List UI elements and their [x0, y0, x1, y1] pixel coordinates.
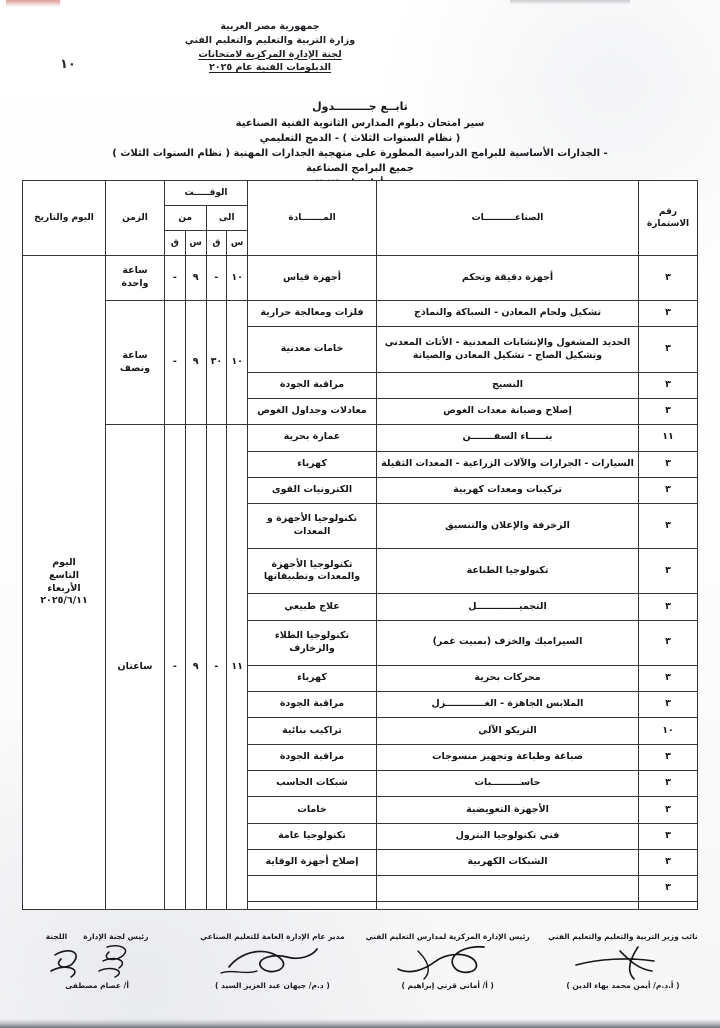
scan-artifact-grey [510, 0, 630, 5]
signature-name-committee-head: أ/ عصام مصطفى [65, 981, 129, 990]
day-date-line: الأربعاء [47, 582, 81, 594]
cell-form-no: ٣ [639, 665, 698, 691]
table-head [23, 181, 698, 256]
cell-from-minute: - [165, 256, 186, 301]
cell-subject: خامات [248, 797, 377, 823]
cell-subject: مراقبة الجودة [248, 744, 377, 770]
header-to: الى [206, 206, 248, 231]
cell-duration: ساعة ونصف [106, 301, 165, 425]
cell-industries: التريكو الآلي [377, 718, 639, 744]
title-system-line: ( نظام السنوات الثلاث ) - الدمج التعليمي [259, 132, 461, 144]
cell-form-no: ٣ [639, 849, 698, 875]
cell-industries: حاســـــــــبات [377, 771, 639, 797]
title-exam-line: سير امتحان دبلوم المدارس الثانوية الفنية الصناعية [235, 117, 485, 129]
cell-subject: معادلات وجداول الغوص [248, 398, 377, 424]
signature-block-deputy-minister [540, 932, 706, 990]
cell-subject [248, 902, 377, 910]
scan-edge-bottom [0, 1019, 720, 1028]
letterhead-diplomas: الدبلومات الفنية عام ٢٠٢٥ [208, 62, 332, 74]
cell-form-no: ٣ [639, 549, 698, 594]
cell-industries: التجميـــــــــــــل [377, 594, 639, 620]
cell-industries: الحديد المشغول والإنشابات المعدنية - الأثاث المعدني وتشكيل الصاج - تشكيل المعادن والصيانة [377, 327, 639, 372]
cell-form-no: ٣ [639, 451, 698, 477]
cell-industries: أجهزة دقيقة وتحكم [377, 256, 639, 301]
cell-subject: تكنولوجيا الأجهزة و المعدات [248, 504, 377, 549]
title-competencies-line: - الجدارات الأساسية للبرامج الدراسية المطورة على منهجية الجدارات المهنية ( نظام السنوات الثلاث ) [112, 147, 608, 159]
signature-block-industrial-director [189, 932, 355, 990]
cell-duration: ساعتان [106, 425, 165, 910]
cell-form-no: ٣ [639, 594, 698, 620]
cell-subject: تكنولوجيا عامة [248, 823, 377, 849]
table-row [23, 425, 698, 451]
signature-title-central-admin-head: رئيس الإدارة المركزية لمدارس التعليم الفني [365, 932, 530, 941]
cell-subject: الكترونيات القوى [248, 477, 377, 503]
title-programs-line: جميع البرامج الصناعية [306, 162, 414, 174]
cell-subject: إصلاح أجهزة الوقاية [248, 849, 377, 875]
signature-row [14, 932, 706, 990]
signature-mark-committee-head [14, 941, 180, 981]
cell-subject: أجهزة قياس [248, 256, 377, 301]
cell-subject: تراكيب بنائية [248, 718, 377, 744]
cell-industries: الملابس الجاهزة - الغــــــــــــزل [377, 692, 639, 718]
cell-industries [377, 902, 639, 910]
document-title [0, 99, 720, 191]
cell-day-date [23, 256, 106, 910]
cell-subject: مراقبة الجودة [248, 692, 377, 718]
cell-form-no: ١٠ [639, 718, 698, 744]
cell-form-no: ٣ [639, 771, 698, 797]
cell-industries: النسيج [377, 372, 639, 398]
cell-subject: كهرباء [248, 451, 377, 477]
cell-duration: ساعة واحدة [106, 256, 165, 301]
cell-subject: فلزات ومعالجة حرارية [248, 301, 377, 327]
cell-industries: السيراميك والخزف (بمبيت غمر) [377, 620, 639, 665]
cell-form-no: ٣ [639, 398, 698, 424]
letterhead [0, 20, 700, 75]
signature-block-committee-head [14, 932, 180, 990]
schedule-table [22, 180, 698, 910]
signature-mark-industrial-director [189, 941, 355, 981]
schedule-table-container [22, 180, 698, 910]
header-from-hour: س [185, 231, 206, 256]
cell-industries: إصلاح وصيانة معدات الغوص [377, 398, 639, 424]
cell-to-minute: - [206, 425, 227, 910]
cell-form-no [639, 902, 698, 910]
letterhead-country: جمهورية مصر العربية [220, 21, 320, 32]
header-time: الوقـــــت [165, 181, 248, 206]
day-date-line: التاسع [48, 569, 80, 581]
cell-industries: صباغة وطباعة وتجهيز منسوجات [377, 744, 639, 770]
signature-name-central-admin-head: ( أ/ أماني قرني إبراهيم ) [401, 981, 494, 990]
signature-title-industrial-director: مدير عام الإدارة العامة للتعليم الصناعي [200, 932, 345, 941]
signature-title-committee-head: رئيس لجنة الإدارة [83, 932, 149, 941]
table-row [23, 301, 698, 327]
signature-block-central-admin-head [365, 932, 531, 990]
cell-industries: تركيبات ومعدات كهربية [377, 477, 639, 503]
cell-industries: السيارات - الجرارات والآلات الزراعية - المعدات الثقيلة [377, 451, 639, 477]
header-from: من [165, 206, 207, 231]
cell-industries: الشبكات الكهربية [377, 849, 639, 875]
cell-from-minute: - [165, 425, 186, 910]
header-to-hour: س [227, 231, 248, 256]
scan-artifact-red [6, 0, 60, 7]
cell-form-no: ٣ [639, 477, 698, 503]
table-body [23, 256, 698, 910]
cell-industries: الأجهزة التعويضية [377, 797, 639, 823]
cell-industries: تشكيل ولحام المعادن - السباكة والنماذج [377, 301, 639, 327]
cell-form-no: ٣ [639, 823, 698, 849]
cell-form-no: ٣ [639, 256, 698, 301]
cell-form-no: ٣ [639, 797, 698, 823]
cell-industries [377, 876, 639, 902]
page-number: ١٠ [60, 57, 76, 72]
cell-subject: مراقبة الجودة [248, 372, 377, 398]
header-duration: الزمن [106, 181, 165, 256]
cell-form-no: ٣ [639, 327, 698, 372]
cell-form-no: ٣ [639, 744, 698, 770]
cell-to-minute: ٣٠ [206, 301, 227, 425]
cell-from-hour: ٩ [185, 256, 206, 301]
cell-form-no: ٣ [639, 692, 698, 718]
day-date-line: ٢٠٢٥/٦/١١ [40, 595, 88, 607]
cell-to-hour: ١٠ [227, 256, 248, 301]
signature-mark-deputy-minister [540, 941, 706, 981]
day-date-line: اليوم [52, 556, 76, 568]
cell-industries: فني تكنولوجيا البترول [377, 823, 639, 849]
cell-to-hour: ١١ [227, 425, 248, 910]
header-from-minute: ق [165, 231, 186, 256]
cell-from-minute: - [165, 301, 186, 425]
letterhead-ministry: وزارة التربية والتعليم والتعليم الفني [184, 34, 356, 46]
cell-subject: علاج طبيعي [248, 594, 377, 620]
cell-subject: خامات معدنية [248, 327, 377, 372]
header-industries: الصناعــــــــــات [377, 181, 639, 256]
cell-to-hour: ١٠ [227, 301, 248, 425]
signature-committee-label: اللجنة [45, 932, 68, 941]
signature-title-deputy-minister: نائب وزير التربية والتعليم والتعليم الفني [548, 932, 698, 941]
cell-industries: بنـــــاء السفـــــــن [377, 425, 639, 451]
cell-subject: كهرباء [248, 665, 377, 691]
cell-industries: محركات بحرية [377, 665, 639, 691]
signature-name-deputy-minister: ( أ.د.م/ أيمن محمد بهاء الدين ) [566, 981, 680, 990]
header-form-no: رقم الاستمارة [639, 181, 698, 256]
cell-form-no: ٣ [639, 372, 698, 398]
cell-form-no: ١١ [639, 425, 698, 451]
header-to-minute: ق [206, 231, 227, 256]
cell-industries: الزخرفة والإعلان والتنسيق [377, 504, 639, 549]
cell-subject: تكنولوجيا الطلاء والزخارف [248, 620, 377, 665]
cell-form-no: ٣ [639, 301, 698, 327]
cell-form-no: ٣ [639, 876, 698, 902]
signature-name-industrial-director: ( د.م/ جيهان عبد العزيز السيد ) [214, 981, 330, 990]
header-row-top [23, 181, 698, 206]
cell-subject: شبكات الحاسب [248, 771, 377, 797]
letterhead-committee: لجنة الإدارة المركزية لامتحانات [198, 48, 342, 60]
signature-mark-central-admin-head [365, 941, 531, 981]
cell-subject [248, 876, 377, 902]
cell-form-no: ٣ [639, 620, 698, 665]
cell-subject: تكنولوجيا الأجهزة والمعدات وتطبيقاتها [248, 549, 377, 594]
cell-from-hour: ٩ [185, 301, 206, 425]
table-row [23, 256, 698, 301]
cell-to-minute: - [206, 256, 227, 301]
cell-form-no: ٣ [639, 504, 698, 549]
cell-from-hour: ٩ [185, 425, 206, 910]
header-subject: المـــــــادة [248, 181, 377, 256]
title-schedule: تابــع جـــــــــدول [312, 100, 408, 113]
cell-industries: تكنولوجيا الطباعة [377, 549, 639, 594]
header-day-date: اليوم والتاريخ [23, 181, 106, 256]
cell-subject: عمارة بحرية [248, 425, 377, 451]
